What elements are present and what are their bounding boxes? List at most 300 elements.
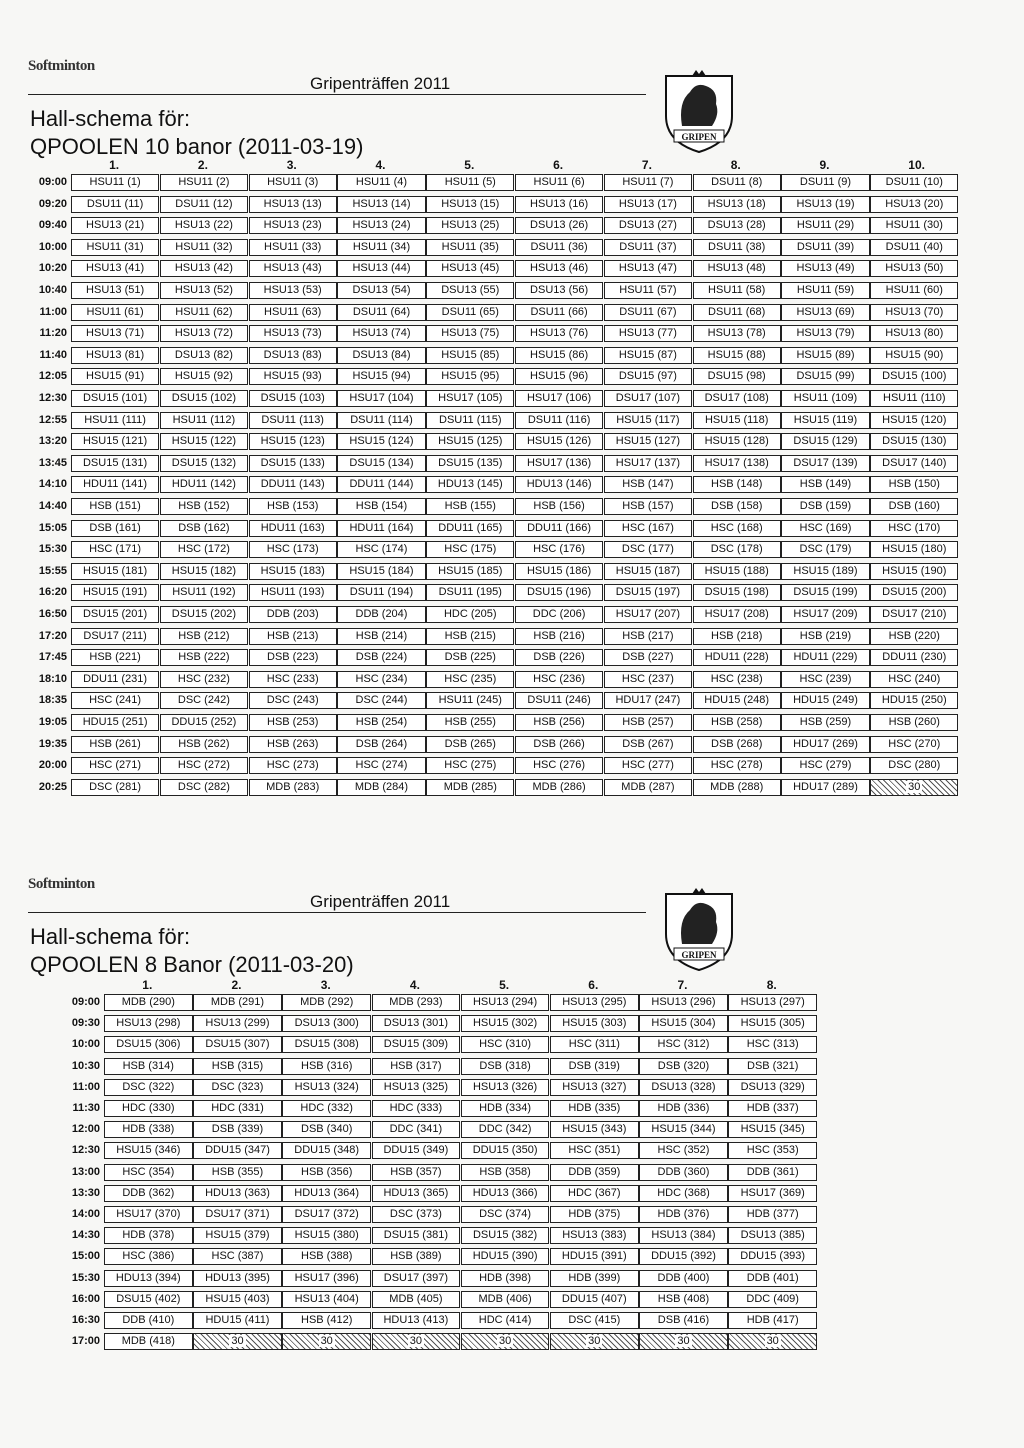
- match-cell: HDC (330): [104, 1100, 193, 1117]
- schedule-row: [24, 325, 1024, 344]
- match-cell: DSU17 (210): [870, 606, 958, 623]
- time-label: 13:45: [38, 456, 67, 469]
- schedule-row: [24, 390, 1024, 409]
- match-cell: HSU13 (383): [550, 1227, 639, 1244]
- match-cell: HSB (216): [515, 628, 603, 645]
- lane-header: 7.: [641, 158, 652, 172]
- match-cell: DDU11 (231): [71, 671, 159, 688]
- time-label: 13:20: [38, 435, 67, 448]
- match-cell: HSB (256): [515, 714, 603, 731]
- match-cell: DSU11 (10): [870, 174, 958, 191]
- match-cell: DSU13 (328): [639, 1079, 728, 1096]
- match-cell: DSU15 (135): [426, 455, 514, 472]
- time-label: 11:00: [72, 1080, 100, 1093]
- match-cell: HSU15 (379): [193, 1227, 282, 1244]
- match-cell: DSU11 (39): [781, 239, 869, 256]
- match-cell: HSB (261): [71, 736, 159, 753]
- match-cell: HSU13 (42): [160, 260, 248, 277]
- match-cell: HSC (310): [461, 1036, 550, 1053]
- match-cell: DSU11 (67): [604, 304, 692, 321]
- match-cell: HSB (259): [781, 714, 869, 731]
- time-label: 15:00: [71, 1250, 100, 1263]
- match-cell: HDU11 (142): [160, 476, 248, 493]
- match-cell: MDB (283): [249, 779, 337, 796]
- time-label: 13:00: [71, 1165, 100, 1178]
- match-cell: HDB (335): [550, 1100, 639, 1117]
- match-cell: DSB (160): [870, 498, 958, 515]
- match-cell: DSU17 (397): [372, 1270, 461, 1287]
- match-cell: HSU15 (403): [193, 1291, 282, 1308]
- match-cell: DSU13 (82): [160, 347, 248, 364]
- time-label: 12:55: [38, 413, 67, 426]
- match-cell: HSU15 (91): [71, 368, 159, 385]
- time-label: 10:30: [71, 1059, 100, 1072]
- match-cell: HSB (388): [282, 1248, 371, 1265]
- time-label: 11:00: [39, 305, 67, 318]
- match-cell: HDU17 (269): [781, 736, 869, 753]
- match-cell: HSU15 (345): [728, 1121, 817, 1138]
- match-cell: DSU11 (113): [249, 412, 337, 429]
- match-cell: HSB (221): [71, 649, 159, 666]
- match-cell: HSB (150): [870, 476, 958, 493]
- match-cell: HSU15 (93): [249, 368, 337, 385]
- match-cell: DDC (342): [461, 1121, 550, 1138]
- match-cell: DDU11 (143): [249, 476, 337, 493]
- match-cell: DSU13 (84): [337, 347, 425, 364]
- blocked-cell: [639, 1333, 728, 1350]
- match-cell: HSU15 (183): [249, 563, 337, 580]
- match-cell: DSU11 (66): [515, 304, 603, 321]
- match-cell: DDU15 (350): [461, 1142, 550, 1159]
- time-label: 17:00: [71, 1335, 100, 1348]
- schedule-row: [24, 1058, 1024, 1077]
- lane-header: 9.: [819, 158, 830, 172]
- match-cell: DSU15 (99): [781, 368, 869, 385]
- match-cell: HSB (389): [372, 1248, 461, 1265]
- match-cell: DSU15 (198): [693, 584, 781, 601]
- time-label: 17:20: [38, 629, 67, 642]
- lane-header: 8.: [766, 978, 777, 992]
- match-cell: HSC (271): [71, 757, 159, 774]
- match-cell: HSU13 (74): [337, 325, 425, 342]
- match-cell: MDB (287): [604, 779, 692, 796]
- schedule-row: [24, 1227, 1024, 1246]
- schedule-row: [24, 1142, 1024, 1161]
- lane-header: 5.: [499, 978, 510, 992]
- match-cell: DSU13 (301): [372, 1015, 461, 1032]
- match-cell: HSU13 (69): [781, 304, 869, 321]
- match-cell: HDB (338): [104, 1121, 193, 1138]
- match-cell: DSC (322): [104, 1079, 193, 1096]
- time-label: 11:20: [39, 327, 67, 340]
- match-cell: HSU13 (52): [160, 282, 248, 299]
- match-cell: DSU13 (54): [337, 282, 425, 299]
- hall-schema-label: Hall-schema för:: [30, 106, 191, 131]
- match-cell: HSU15 (125): [426, 433, 514, 450]
- schedule-row: [24, 1036, 1024, 1055]
- match-cell: DSB (318): [461, 1058, 550, 1075]
- match-cell: HSU15 (94): [337, 368, 425, 385]
- match-cell: HSC (311): [550, 1036, 639, 1053]
- match-cell: HSC (172): [160, 541, 248, 558]
- match-cell: DDB (401): [728, 1270, 817, 1287]
- match-cell: HSU15 (181): [71, 563, 159, 580]
- time-label: 10:00: [38, 240, 67, 253]
- match-cell: MDB (418): [104, 1333, 193, 1350]
- match-cell: DSU15 (98): [693, 368, 781, 385]
- match-cell: HSB (220): [870, 628, 958, 645]
- match-cell: HSC (170): [870, 520, 958, 537]
- match-cell: DSU11 (11): [71, 196, 159, 213]
- schedule-row: [24, 736, 1024, 755]
- match-cell: HSU11 (35): [426, 239, 514, 256]
- time-label: 14:30: [71, 1229, 100, 1242]
- match-cell: DSB (223): [249, 649, 337, 666]
- match-cell: HSU13 (404): [282, 1291, 371, 1308]
- match-cell: HSU15 (346): [104, 1142, 193, 1159]
- schedule-row: [24, 584, 1024, 603]
- time-label: 09:00: [71, 996, 100, 1008]
- time-label: 19:35: [38, 737, 67, 750]
- match-cell: HSC (313): [728, 1036, 817, 1053]
- time-label: 15:30: [71, 1271, 100, 1284]
- match-cell: HDU13 (395): [193, 1270, 282, 1287]
- blocked-cell: [550, 1333, 639, 1350]
- match-cell: DSC (415): [550, 1312, 639, 1329]
- schedule-row: [24, 174, 1024, 193]
- time-label: 14:40: [38, 500, 67, 512]
- match-cell: HSU13 (80): [870, 325, 958, 342]
- match-cell: DSU17 (107): [604, 390, 692, 407]
- match-cell: HSC (278): [693, 757, 781, 774]
- match-cell: HSU15 (180): [870, 541, 958, 558]
- match-cell: HSU13 (384): [639, 1227, 728, 1244]
- match-cell: DDC (341): [372, 1121, 461, 1138]
- match-cell: HSU17 (369): [728, 1185, 817, 1202]
- match-cell: DSU15 (134): [337, 455, 425, 472]
- match-cell: DSU15 (100): [870, 368, 958, 385]
- match-cell: HSB (156): [515, 498, 603, 515]
- blocked-cell-label: 30: [908, 780, 921, 793]
- match-cell: HSB (262): [160, 736, 248, 753]
- softminton-logo: Softminton: [28, 876, 95, 892]
- match-cell: HSU15 (304): [639, 1015, 728, 1032]
- match-cell: HSB (315): [193, 1058, 282, 1075]
- match-cell: DSC (282): [160, 779, 248, 796]
- match-cell: HSU13 (19): [781, 196, 869, 213]
- blocked-cell: [193, 1333, 282, 1350]
- schedule-row: [24, 1121, 1024, 1140]
- match-cell: HSU13 (15): [426, 196, 514, 213]
- match-cell: HSB (314): [104, 1058, 193, 1075]
- match-cell: MDB (293): [372, 994, 461, 1011]
- match-cell: HSC (168): [693, 520, 781, 537]
- match-cell: DSB (265): [426, 736, 514, 753]
- match-cell: HSU13 (81): [71, 347, 159, 364]
- match-cell: HSC (351): [550, 1142, 639, 1159]
- match-cell: DSC (323): [193, 1079, 282, 1096]
- match-cell: HSU17 (138): [693, 455, 781, 472]
- match-cell: HSB (316): [282, 1058, 371, 1075]
- match-cell: HSU13 (25): [426, 217, 514, 234]
- lane-header: 3.: [286, 158, 297, 172]
- schedule-row: [24, 994, 1024, 1013]
- match-cell: HSB (258): [693, 714, 781, 731]
- match-cell: HSU17 (209): [781, 606, 869, 623]
- match-cell: HSU15 (96): [515, 368, 603, 385]
- schedule-row: [24, 304, 1024, 323]
- match-cell: HDB (377): [728, 1206, 817, 1223]
- time-label: 11:40: [39, 348, 67, 361]
- match-cell: HSU15 (123): [249, 433, 337, 450]
- match-cell: DSC (178): [693, 541, 781, 558]
- match-cell: HDB (378): [104, 1227, 193, 1244]
- match-cell: HDC (368): [639, 1185, 728, 1202]
- match-cell: HSU13 (44): [337, 260, 425, 277]
- match-cell: DDU15 (392): [639, 1248, 728, 1265]
- match-cell: DSB (225): [426, 649, 514, 666]
- time-label: 18:35: [38, 694, 67, 707]
- match-cell: HDU15 (249): [781, 692, 869, 709]
- match-cell: DSU15 (307): [193, 1036, 282, 1053]
- match-cell: HSC (173): [249, 541, 337, 558]
- match-cell: HSU13 (296): [639, 994, 728, 1011]
- time-label: 16:00: [71, 1292, 100, 1305]
- match-cell: HSU15 (303): [550, 1015, 639, 1032]
- match-cell: HSB (151): [71, 498, 159, 515]
- match-cell: DSU11 (195): [426, 584, 514, 601]
- match-cell: HSU13 (71): [71, 325, 159, 342]
- match-cell: HSU11 (33): [249, 239, 337, 256]
- match-cell: DSU17 (371): [193, 1206, 282, 1223]
- lane-header: 1.: [109, 158, 120, 172]
- blocked-cell-label: 30: [409, 1335, 423, 1348]
- match-cell: HSU13 (79): [781, 325, 869, 342]
- match-cell: DSU13 (56): [515, 282, 603, 299]
- schedule-row: [24, 1333, 1024, 1352]
- blocked-cell-label: 30: [588, 1335, 601, 1348]
- header-divider: [28, 94, 646, 95]
- match-cell: HDU13 (364): [282, 1185, 371, 1202]
- match-cell: HDU11 (228): [693, 649, 781, 666]
- gripen-crest-icon: [660, 68, 738, 154]
- match-cell: MDB (291): [193, 994, 282, 1011]
- match-cell: HSU15 (302): [461, 1015, 550, 1032]
- match-cell: DSB (267): [604, 736, 692, 753]
- match-cell: HSC (171): [71, 541, 159, 558]
- match-cell: HDC (331): [193, 1100, 282, 1117]
- match-cell: DDU11 (165): [426, 520, 514, 537]
- schedule-row: [24, 239, 1024, 258]
- match-cell: DSU11 (64): [337, 304, 425, 321]
- match-cell: HSU15 (87): [604, 347, 692, 364]
- match-cell: HSC (312): [639, 1036, 728, 1053]
- match-cell: HSB (317): [372, 1058, 461, 1075]
- match-cell: HSC (275): [426, 757, 514, 774]
- match-cell: HSB (263): [249, 736, 337, 753]
- match-cell: HSU13 (297): [728, 994, 817, 1011]
- match-cell: HSB (215): [426, 628, 514, 645]
- schedule-row: [24, 714, 1024, 733]
- time-label: 09:30: [71, 1017, 100, 1030]
- schedule-row: [24, 628, 1024, 647]
- match-cell: HDU11 (163): [249, 520, 337, 537]
- match-cell: HSU15 (185): [426, 563, 514, 580]
- blocked-cell-label: 30: [766, 1335, 779, 1348]
- match-cell: DSU15 (129): [781, 433, 869, 450]
- match-cell: HDB (334): [461, 1100, 550, 1117]
- crest-label: GRIPEN: [681, 950, 717, 960]
- match-cell: HDB (336): [639, 1100, 728, 1117]
- match-cell: HSU15 (122): [160, 433, 248, 450]
- match-cell: HSB (255): [426, 714, 514, 731]
- match-cell: HSU11 (7): [604, 174, 692, 191]
- lane-header: 1.: [142, 978, 153, 992]
- match-cell: DSU15 (97): [604, 368, 692, 385]
- match-cell: HSU11 (58): [693, 282, 781, 299]
- time-label: 20:25: [38, 780, 67, 793]
- match-cell: HSU15 (86): [515, 347, 603, 364]
- match-cell: DSU11 (116): [515, 412, 603, 429]
- match-cell: HDU13 (365): [372, 1185, 461, 1202]
- match-cell: DSB (227): [604, 649, 692, 666]
- match-cell: HDB (417): [728, 1312, 817, 1329]
- header-divider: [28, 912, 646, 913]
- match-cell: DSC (244): [337, 692, 425, 709]
- match-cell: DSC (242): [160, 692, 248, 709]
- match-cell: HDU11 (141): [71, 476, 159, 493]
- match-cell: HSC (354): [104, 1164, 193, 1181]
- match-cell: HSC (277): [604, 757, 692, 774]
- match-cell: HSU11 (61): [71, 304, 159, 321]
- crest-label: GRIPEN: [681, 132, 717, 142]
- match-cell: DDU11 (144): [337, 476, 425, 493]
- match-cell: HSU13 (299): [193, 1015, 282, 1032]
- match-cell: HSC (236): [515, 671, 603, 688]
- schedule-row: [24, 1248, 1024, 1267]
- match-cell: HSU13 (41): [71, 260, 159, 277]
- time-label: 15:55: [38, 564, 67, 577]
- schedule-row: [24, 368, 1024, 387]
- match-cell: HSU11 (60): [870, 282, 958, 299]
- match-cell: HSU13 (50): [870, 260, 958, 277]
- match-cell: HSU13 (24): [337, 217, 425, 234]
- match-cell: HSC (276): [515, 757, 603, 774]
- match-cell: DSB (159): [781, 498, 869, 515]
- schedule-row: [24, 1164, 1024, 1183]
- match-cell: HSU15 (89): [781, 347, 869, 364]
- match-cell: HSU13 (51): [71, 282, 159, 299]
- match-cell: HSB (148): [693, 476, 781, 493]
- match-cell: HDU15 (390): [461, 1248, 550, 1265]
- match-cell: HSU11 (30): [870, 217, 958, 234]
- match-cell: DSB (321): [728, 1058, 817, 1075]
- blocked-cell-label: 30: [320, 1335, 333, 1348]
- match-cell: HDC (367): [550, 1185, 639, 1202]
- schedule-row: [24, 1015, 1024, 1034]
- match-cell: DSU11 (194): [337, 584, 425, 601]
- match-cell: DDU15 (407): [550, 1291, 639, 1308]
- match-cell: MDB (286): [515, 779, 603, 796]
- match-cell: HSB (356): [282, 1164, 371, 1181]
- match-cell: DSU17 (139): [781, 455, 869, 472]
- match-cell: HSU11 (62): [160, 304, 248, 321]
- match-cell: DSB (158): [693, 498, 781, 515]
- match-cell: DSC (373): [372, 1206, 461, 1223]
- match-cell: HSB (149): [781, 476, 869, 493]
- match-cell: HSU17 (208): [693, 606, 781, 623]
- match-cell: HSB (357): [372, 1164, 461, 1181]
- lane-header: 7.: [677, 978, 688, 992]
- match-cell: DSU11 (8): [693, 174, 781, 191]
- match-cell: DSC (281): [71, 779, 159, 796]
- match-cell: DDB (359): [550, 1164, 639, 1181]
- match-cell: DSU11 (68): [693, 304, 781, 321]
- match-cell: HSU15 (184): [337, 563, 425, 580]
- match-cell: HSB (217): [604, 628, 692, 645]
- match-cell: DDB (203): [249, 606, 337, 623]
- hall-schema-label: Hall-schema för:: [30, 924, 191, 949]
- schedule-row: [24, 1100, 1024, 1119]
- match-cell: DSU15 (402): [104, 1291, 193, 1308]
- schedule-row: [24, 649, 1024, 668]
- match-cell: HSU13 (45): [426, 260, 514, 277]
- match-cell: DSU15 (309): [372, 1036, 461, 1053]
- match-cell: HSC (279): [781, 757, 869, 774]
- match-cell: HDU13 (363): [193, 1185, 282, 1202]
- match-cell: DSU15 (102): [160, 390, 248, 407]
- match-cell: DSU13 (329): [728, 1079, 817, 1096]
- match-cell: HSU13 (327): [550, 1079, 639, 1096]
- match-cell: HSU15 (119): [781, 412, 869, 429]
- match-cell: DDU15 (349): [372, 1142, 461, 1159]
- match-cell: HDU15 (411): [193, 1312, 282, 1329]
- match-cell: HDU13 (413): [372, 1312, 461, 1329]
- match-cell: DSU15 (132): [160, 455, 248, 472]
- match-cell: HDB (398): [461, 1270, 550, 1287]
- match-cell: HSB (147): [604, 476, 692, 493]
- match-cell: DSU15 (199): [781, 584, 869, 601]
- time-label: 15:05: [38, 521, 67, 534]
- blocked-cell: [870, 779, 958, 796]
- blocked-cell: [372, 1333, 461, 1350]
- match-cell: HSU11 (110): [870, 390, 958, 407]
- lane-header: 8.: [730, 158, 741, 172]
- match-cell: HSU15 (380): [282, 1227, 371, 1244]
- match-cell: HSC (176): [515, 541, 603, 558]
- match-cell: DSB (340): [282, 1121, 371, 1138]
- match-cell: HSB (213): [249, 628, 337, 645]
- blocked-cell: [461, 1333, 550, 1350]
- time-label: 14:00: [71, 1208, 100, 1220]
- match-cell: HSU15 (128): [693, 433, 781, 450]
- match-cell: HSC (386): [104, 1248, 193, 1265]
- match-cell: HSB (155): [426, 498, 514, 515]
- gripen-crest-icon: [660, 886, 738, 972]
- match-cell: DSU15 (202): [160, 606, 248, 623]
- schedule-row: [24, 1206, 1024, 1225]
- match-cell: MDB (406): [461, 1291, 550, 1308]
- time-label: 20:00: [38, 759, 67, 772]
- match-cell: HSU13 (326): [461, 1079, 550, 1096]
- match-cell: HSU11 (1): [71, 174, 159, 191]
- schedule-row: [24, 1185, 1024, 1204]
- schedule-row: [24, 217, 1024, 236]
- event-title: Gripenträffen 2011: [310, 892, 451, 911]
- schedule-row: [24, 347, 1024, 366]
- match-cell: HSU15 (127): [604, 433, 692, 450]
- softminton-logo: Softminton: [28, 58, 95, 74]
